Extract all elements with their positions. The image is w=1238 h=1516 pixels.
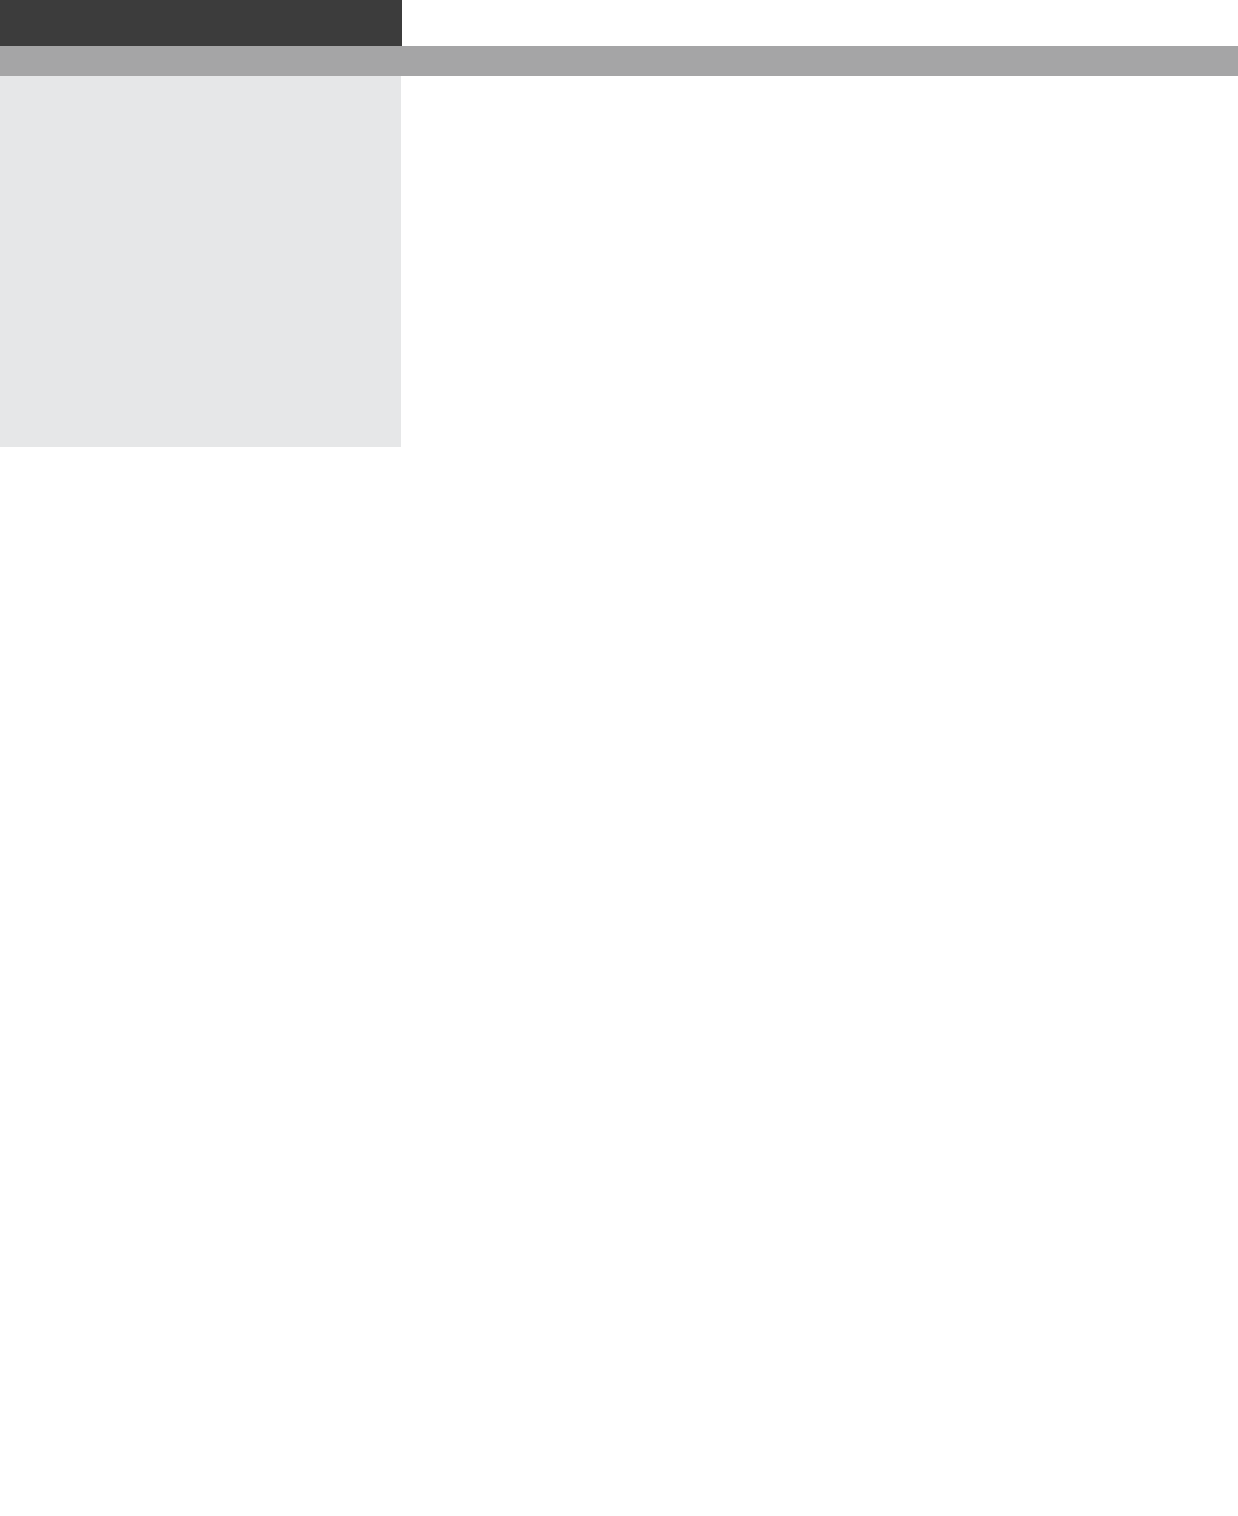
shank-title <box>0 0 402 46</box>
s1-col-header <box>1078 46 1218 76</box>
s1-content-panel <box>401 76 1238 447</box>
s1-materials-panel <box>0 76 401 447</box>
